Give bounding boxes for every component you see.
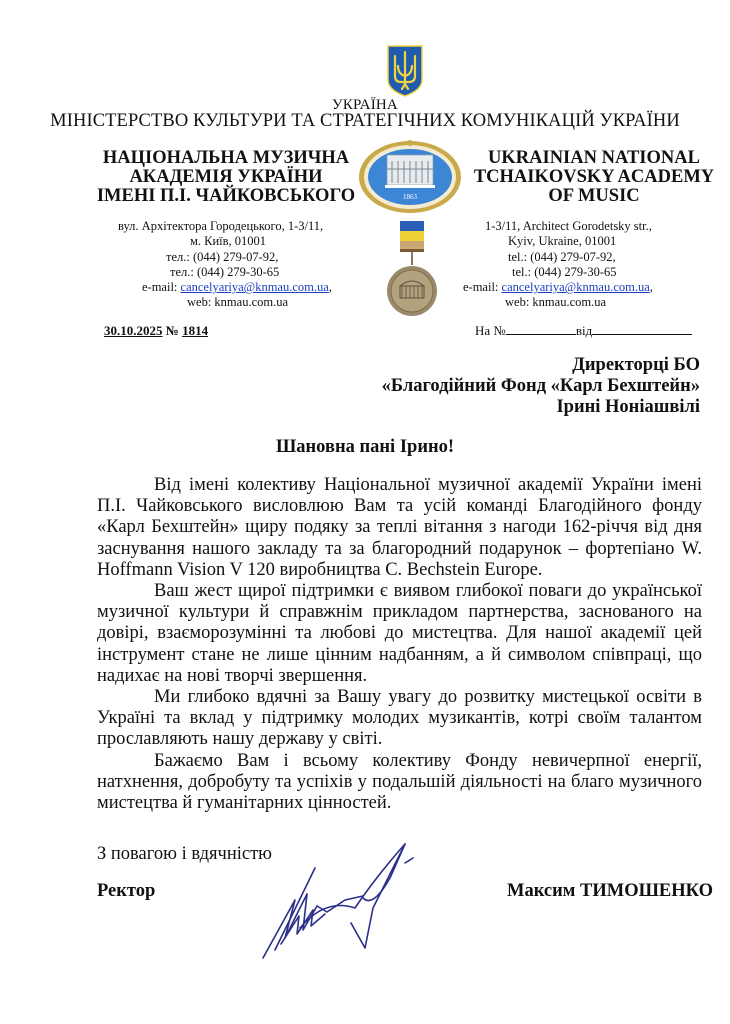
- email-line: [90, 280, 360, 295]
- ref-from-label: від: [575, 323, 593, 338]
- signer-position: Ректор: [97, 881, 156, 901]
- web-line: web: knmau.com.ua: [187, 295, 289, 310]
- org-name-ukrainian: [80, 149, 372, 206]
- email-suffix: ,: [328, 280, 332, 295]
- paragraph: Ваш жест щирої підтримки є виявом глибокої поваги до української музичної культури й справжнім прикладом партнерства, заснованого на довірі, взаєморозумінні та любові до мистецтва. Для нашої академії цей інструмент стане не лише цінним надбанням, а й символом співпраці, що надихає на нові творчі звершення.: [97, 581, 702, 686]
- org-name-line: TCHAIKOVSKY ACADEMY: [473, 167, 715, 187]
- handwritten-signature-icon: [255, 838, 425, 968]
- org-name-line: UKRAINIAN NATIONAL: [488, 148, 700, 168]
- medal-icon: [385, 221, 439, 319]
- salutation: Шановна пані Ірино!: [275, 437, 455, 457]
- number-sign: №: [162, 323, 183, 338]
- address-line: 1-3/11, Architect Gorodetsky str.,: [485, 219, 652, 233]
- email-link[interactable]: cancelyariya@knmau.com.ua: [501, 280, 650, 295]
- address-line: tel.: (044) 279-30-65: [512, 264, 617, 279]
- signer-name: Максим ТИМОШЕНКО: [507, 881, 713, 901]
- org-name-english: [468, 149, 720, 206]
- paragraph: Від імені колективу Національної музичної академії України імені П.І. Чайковського висловлюю Вам та усій команді Благодійного фонду «Карл Бехштейн» щиру подяку за теплі вітання з нагоди 162-річчя від дня заснування нашого закладу та за благородний подарунок – фортепіано W. Hoffmann Vision V 120 виробництва C. Bechstein Europe.: [97, 475, 702, 580]
- address-line: м. Київ, 01001: [190, 234, 267, 249]
- trident-coat-of-arms-icon: [386, 44, 424, 98]
- ref-label: На №: [475, 323, 506, 338]
- paragraph: Ми глибоко вдячні за Вашу увагу до розвитку мистецької освіти в Україні та вклад у підтримку молодих музикантів, котрі своїм талантом прославляють нашу державу у світі.: [97, 687, 702, 750]
- ref-date-blank: [592, 323, 692, 335]
- registration-number: [104, 323, 208, 339]
- email-label: e-mail:: [463, 280, 502, 295]
- email-link[interactable]: cancelyariya@knmau.com.ua: [180, 280, 329, 295]
- org-name-line: АКАДЕМІЯ УКРАЇНИ: [129, 167, 323, 187]
- addressee-line: Ірині Ноніашвілі: [556, 397, 700, 417]
- address-english: [455, 219, 685, 311]
- org-name-line: OF MUSIC: [548, 186, 640, 206]
- org-name-line: ІМЕНІ П.І. ЧАЙКОВСЬКОГО: [96, 186, 356, 206]
- paragraph: Бажаємо Вам і всьому колективу Фонду невичерпної енергії, натхнення, добробуту та успіхів у подальшій діяльності на благо музичного мистецтва й гуманітарних цінностей.: [97, 750, 702, 814]
- country-name: УКРАЇНА: [332, 97, 398, 113]
- ministry-name: МІНІСТЕРСТВО КУЛЬТУРИ ТА СТРАТЕГІЧНИХ КОМУНІКАЦІЙ УКРАЇНИ: [50, 111, 680, 131]
- address-line: тел.: (044) 279-30-65: [170, 264, 280, 279]
- registration-no: 1814: [182, 323, 209, 338]
- address-ukrainian: [90, 219, 360, 311]
- address-line: tel.: (044) 279-07-92,: [508, 249, 616, 264]
- org-name-line: НАЦІОНАЛЬНА МУЗИЧНА: [102, 148, 350, 168]
- addressee-line: «Благодійний Фонд «Карл Бехштейн»: [381, 376, 700, 396]
- emblem-year: 1863: [403, 193, 417, 201]
- academy-emblem-icon: [357, 137, 463, 215]
- registration-date: 30.10.2025: [104, 323, 163, 338]
- closing-phrase: З повагою і вдячністю: [97, 844, 272, 864]
- email-label: e-mail:: [142, 280, 181, 295]
- email-suffix: ,: [649, 280, 653, 295]
- address-line: тел.: (044) 279-07-92,: [166, 249, 279, 264]
- addressee-line: Директорці БО: [572, 355, 700, 375]
- address-line: вул. Архітектора Городецького, 1-3/11,: [118, 219, 324, 233]
- email-line: [455, 280, 685, 295]
- ref-number-blank: [506, 323, 576, 335]
- address-line: Kyiv, Ukraine, 01001: [508, 234, 617, 249]
- addressee-block: [382, 355, 700, 418]
- letter-body: [97, 475, 702, 814]
- reference-field: [475, 323, 692, 339]
- web-line: web: knmau.com.ua: [505, 295, 607, 310]
